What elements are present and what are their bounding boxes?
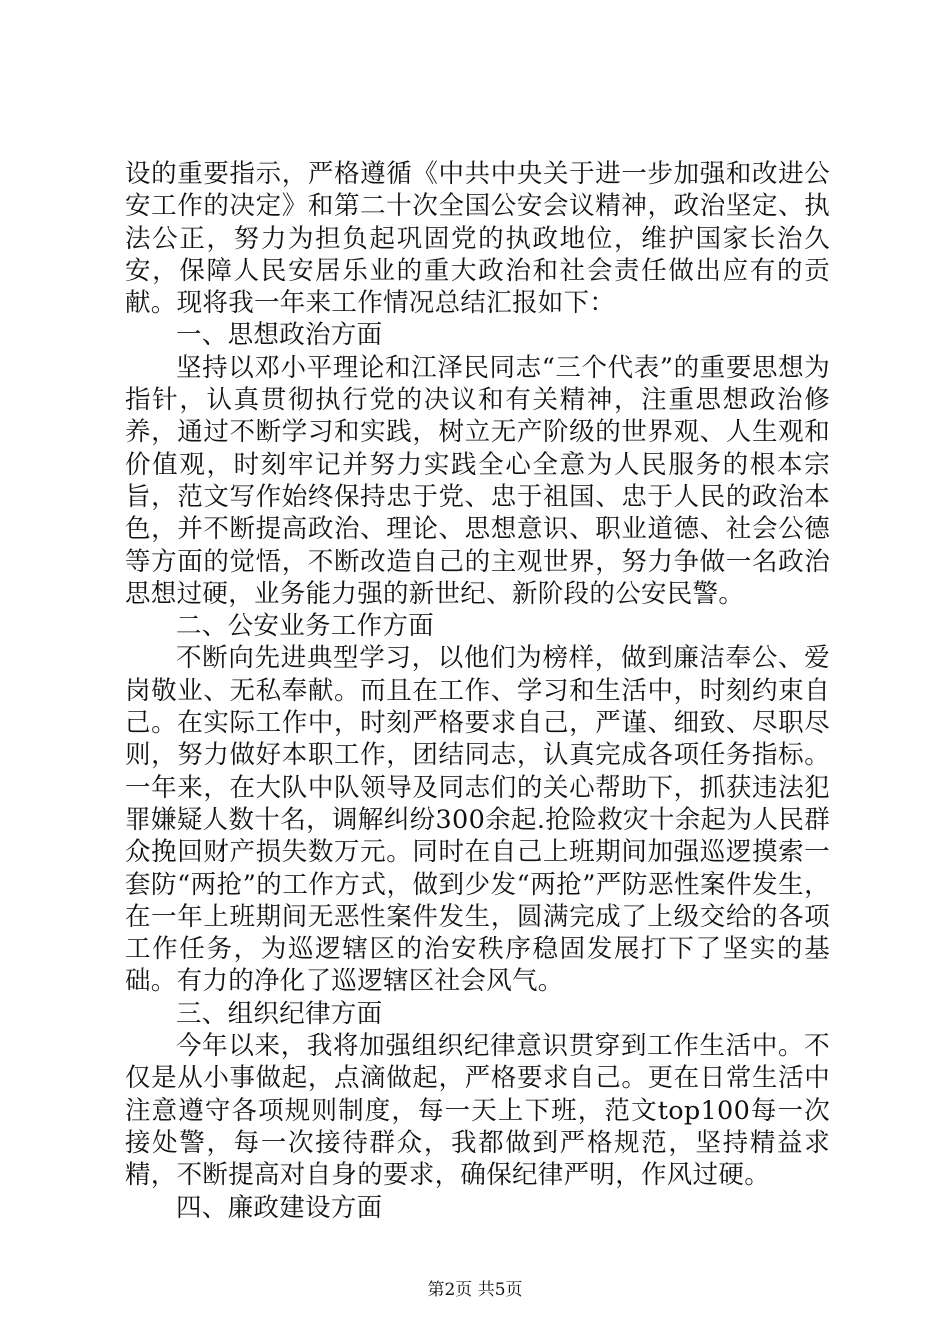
paragraph-intro-continuation: 设的重要指示，严格遵循《中共中央关于进一步加强和改进公安工作的决定》和第二十次全国公安会议精神，政治坚定、执法公正，努力为担负起巩固党的执政地位，维护国家长治久安，保障人民安居乐业的重大政治和社会责任做出应有的贡献。现将我一年来工作情况总结汇报如下： bbox=[125, 159, 830, 319]
paragraph-ideology: 坚持以邓小平理论和江泽民同志“三个代表”的重要思想为指针，认真贯彻执行党的决议和有关精神，注重思想政治修养，通过不断学习和实践，树立无产阶级的世界观、人生观和价值观，时刻牢记并努力实践全心全意为人民服务的根本宗旨，范文写作始终保持忠于党、忠于祖国、忠于人民的政治本色，并不断提高政治、理论、思想意识、职业道德、社会公德等方面的觉悟，不断改造自己的主观世界，努力争做一名政治思想过硬，业务能力强的新世纪、新阶段的公安民警。 bbox=[125, 352, 830, 609]
page-number-label: 第2页 共5页 bbox=[427, 1280, 523, 1300]
paragraph-discipline: 今年以来，我将加强组织纪律意识贯穿到工作生活中。不仅是从小事做起，点滴做起，严格要求自己。更在日常生活中注意遵守各项规则制度，每一天上下班，范文top100每一次接处警，每一次接待群众，我都做到严格规范，坚持精益求精，不断提高对自身的要求，确保纪律严明，作风过硬。 bbox=[125, 1031, 830, 1191]
document-body bbox=[125, 158, 830, 1224]
section-heading-ideology: 一、思想政治方面 bbox=[176, 320, 383, 351]
page-footer bbox=[0, 1275, 950, 1300]
section-heading-police-work: 二、公安业务工作方面 bbox=[176, 611, 435, 642]
section-heading-integrity: 四、廉政建设方面 bbox=[176, 1192, 383, 1223]
section-heading-discipline: 三、组织纪律方面 bbox=[176, 998, 383, 1029]
paragraph-police-work: 不断向先进典型学习，以他们为榜样，做到廉洁奉公、爱岗敬业、无私奉献。而且在工作、学习和生活中，时刻约束自己。在实际工作中，时刻严格要求自己，严谨、细致、尽职尽则，努力做好本职工作，团结同志，认真完成各项任务指标。一年来，在大队中队领导及同志们的关心帮助下，抓获违法犯罪嫌疑人数十名，调解纠纷300余起.抢险救灾十余起为人民群众挽回财产损失数万元。同时在自己上班期间加强巡逻摸索一套防“两抢”的工作方式，做到少发“两抢”严防恶性案件发生，在一年上班期间无恶性案件发生，圆满完成了上级交给的各项工作任务，为巡逻辖区的治安秩序稳固发展打下了坚实的基础。有力的净化了巡逻辖区社会风气。 bbox=[125, 643, 830, 997]
